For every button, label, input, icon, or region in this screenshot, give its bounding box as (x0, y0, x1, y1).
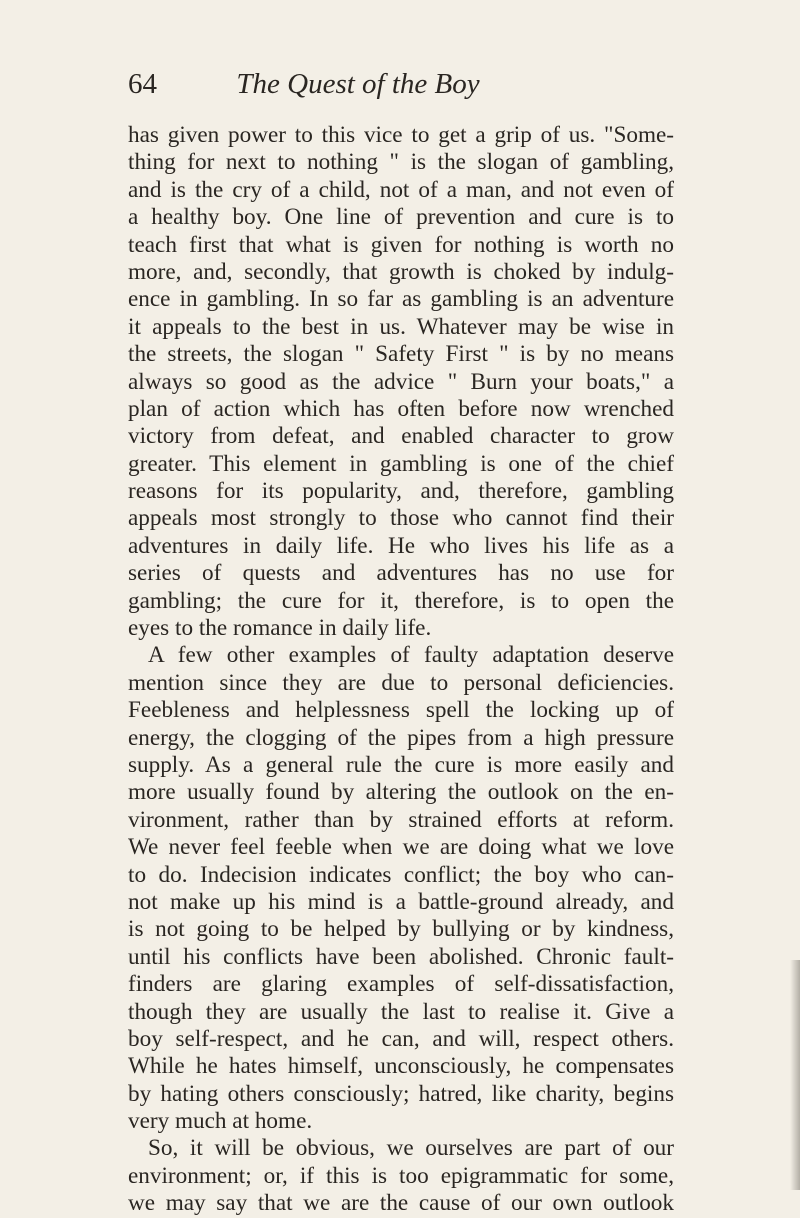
text-line: and is the cry of a child, not of a man, and not even of (128, 176, 674, 203)
text-line: eyes to the romance in daily life. (128, 615, 432, 642)
text-line: is not going to be helped by bullying or by kindness, (128, 916, 674, 943)
text-line: adventures in daily life. He who lives his life as a (128, 532, 674, 559)
text-line: reasons for its popularity, and, therefore, gambling (128, 478, 674, 505)
text-line: vironment, rather than by strained efforts at reform. (128, 806, 674, 833)
body-text (128, 122, 674, 1218)
text-line: energy, the clogging of the pipes from a high pressure (128, 724, 674, 751)
text-line: not make up his mind is a battle-ground already, and (128, 888, 674, 915)
text-line: finders are glaring examples of self-dissatisfaction, (128, 971, 674, 998)
running-title: The Quest of the Boy (236, 68, 480, 100)
text-line: So, it will be obvious, we ourselves are part of our (148, 1135, 674, 1162)
text-line: victory from defeat, and enabled character to grow (128, 423, 674, 450)
text-line: appeals most strongly to those who cannot find their (128, 505, 674, 532)
text-line: teach first that what is given for nothing is worth no (128, 231, 674, 258)
text-line: it appeals to the best in us. Whatever may be wise in (128, 313, 674, 340)
text-line: by hating others consciously; hatred, like charity, begins (128, 1080, 674, 1107)
text-line: a healthy boy. One line of prevention and cure is to (128, 204, 674, 231)
text-line: mention since they are due to personal deficiencies. (128, 669, 674, 696)
page-header (128, 68, 588, 108)
text-line: until his conflicts have been abolished. Chronic fault- (128, 943, 674, 970)
text-line: boy self-respect, and he can, and will, respect others. (128, 1025, 674, 1052)
text-line: Feebleness and helplessness spell the locking up of (128, 697, 674, 724)
text-line: ence in gambling. In so far as gambling is an adventure (128, 286, 674, 313)
text-line: plan of action which has often before now wrenched (128, 395, 674, 422)
text-line: While he hates himself, unconsciously, he compensates (128, 1053, 674, 1080)
text-line: though they are usually the last to realise it. Give a (128, 998, 674, 1025)
text-line: series of quests and adventures has no use for (128, 560, 674, 587)
text-line: greater. This element in gambling is one of the chief (128, 450, 674, 477)
text-line: A few other examples of faulty adaptation deserve (148, 642, 674, 669)
text-line: always so good as the advice " Burn your boats," a (128, 368, 674, 395)
text-line: has given power to this vice to get a grip of us. "Some- (128, 122, 674, 148)
text-line: more, and, secondly, that growth is choked by indulg- (128, 258, 674, 285)
text-line: we may say that we are the cause of our own outlook (128, 1190, 674, 1217)
text-line: supply. As a general rule the cure is more easily and (128, 751, 674, 778)
text-line: thing for next to nothing " is the slogan of gambling, (128, 149, 674, 176)
text-line: to do. Indecision indicates conflict; the boy who can- (128, 861, 674, 888)
text-line: very much at home. (128, 1108, 313, 1135)
text-line: environment; or, if this is too epigrammatic for some, (128, 1162, 674, 1189)
page-edge-shadow (790, 960, 800, 1190)
page-number: 64 (128, 68, 157, 100)
text-line: more usually found by altering the outlook on the en- (128, 779, 674, 806)
text-line: We never feel feeble when we are doing what we love (128, 834, 674, 861)
text-line: gambling; the cure for it, therefore, is to open the (128, 587, 674, 614)
text-line: the streets, the slogan " Safety First " is by no means (128, 341, 674, 368)
